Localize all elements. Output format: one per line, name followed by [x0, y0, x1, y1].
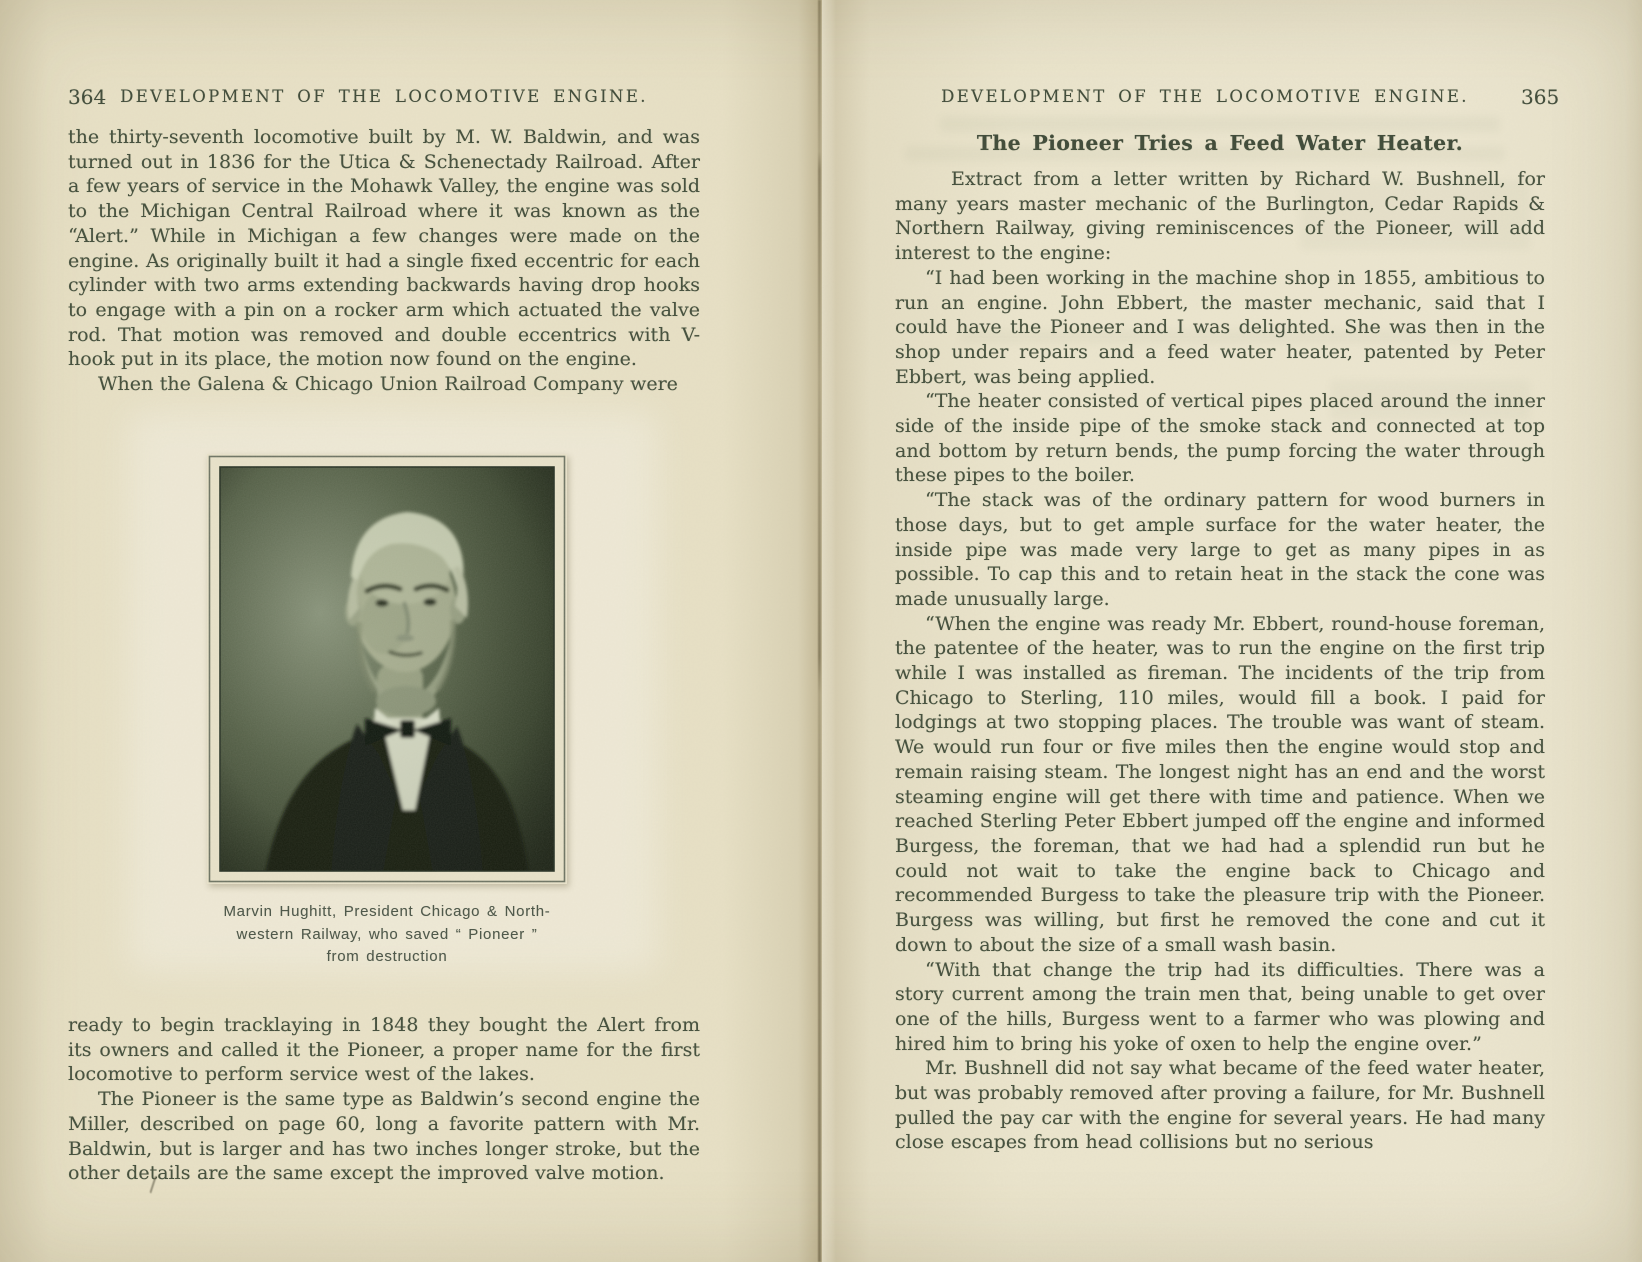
paragraph: Extract from a letter written by Richard W. Bushnell, for many years master mechanic of the Burlington, Cedar Rapids & Northern Railway, giving reminiscences of the Pioneer, will add interest to the engine: [895, 168, 1545, 265]
right-page-number: 365 [1521, 85, 1560, 109]
page-showthrough [940, 116, 1500, 132]
paragraph: “The stack was of the ordinary pattern for wood burners in those days, but to get ample surface for the water heater, the inside pipe was made very large to get as many pipes in as possible. To cap this and to retain heat in the stack the cone was made unusually large. [895, 489, 1545, 610]
paragraph: Mr. Bushnell did not say what became of the feed water heater, but was probably removed after proving a failure, for Mr. Bushnell pulled the pay car with the engine for several years. He had many close escapes from head collisions but no serious [895, 1057, 1545, 1154]
caption-line: western Railway, who saved “ Pioneer ” [236, 925, 538, 943]
paragraph: ready to begin tracklaying in 1848 they bought the Alert from its owners and called it the Pioneer, a proper name for the first locomotive to perform service west of the lakes. [68, 1014, 700, 1086]
caption-line: Marvin Hughitt, President Chicago & North- [223, 903, 551, 920]
binding-crease [818, 0, 821, 1262]
left-body-top [68, 125, 700, 397]
paragraph: “When the engine was ready Mr. Ebbert, round-house foreman, the patentee of the heater, was to run the engine on the first trip while I was installed as fireman. The incidents of the trip from Chicago to Sterling, 110 miles, would fill a book. I paid for lodgings at two stopping places. The trouble was want of steam. We would run four or five miles then the engine would stop and remain raising steam. The longest night has an end and the worst steaming engine will get there with time and patience. When we reached Sterling Peter Ebbert jumped off the engine and informed Burgess, the foreman, that we had had a splendid run but he could not wait to take the engine back to Chicago and recommended Burgess to take the pleasure trip with the Pioneer. Burgess was willing, but first he removed the cone and cut it down to about the size of a small wash basin. [895, 612, 1545, 956]
paragraph: “The heater consisted of vertical pipes placed around the inner side of the inside pipe of the smoke stack and connected at top and bottom by return bends, the pump forcing the water through these pipes to the boiler. [895, 390, 1545, 487]
portrait-figure [207, 454, 567, 884]
paragraph: “With that change the trip had its difficulties. There was a story current among the train men that, being unable to get over one of the hills, Burgess went to a farmer who was plowing and hired him to bring his yoke of oxen to help the engine over.” [895, 958, 1545, 1055]
binding-highlight [822, 0, 836, 1262]
portrait-photo [207, 454, 567, 884]
left-running-header: DEVELOPMENT OF THE LOCOMOTIVE ENGINE. [120, 87, 648, 106]
paragraph: the thirty-seventh locomotive built by M. W. Baldwin, and was turned out in 1836 for the Utica & Schenectady Railroad. After a few years of service in the Mohawk Valley, the engine was sold to the Michigan Central Railroad where it was known as the “Alert.” While in Michigan a few changes were made on the engine. As originally built it had a single fixed eccentric for each cylinder with two arms extending backwards having drop hooks to engage with a pin on a rocker arm which actuated the valve rod. That motion was removed and double eccentrics with V-hook put in its place, the motion now found on the engine. [68, 126, 700, 371]
left-body-bottom [68, 1013, 700, 1186]
section-heading: The Pioneer Tries a Feed Water Heater. [976, 131, 1464, 155]
caption-line: from destruction [326, 948, 448, 965]
right-running-header: DEVELOPMENT OF THE LOCOMOTIVE ENGINE. [941, 87, 1469, 106]
paragraph: The Pioneer is the same type as Baldwin’s second engine the Miller, described on page 60, long a favorite pattern with Mr. Baldwin, but is larger and has two inches longer stroke, but the other details are the same except the improved valve motion. [68, 1088, 700, 1185]
paragraph: When the Galena & Chicago Union Railroad Company were [98, 373, 678, 396]
figure-caption [137, 901, 637, 969]
paragraph: “I had been working in the machine shop in 1855, ambitious to run an engine. John Ebbert, the master mechanic, said that I could have the Pioneer and I was delighted. She was then in the shop under repairs and a feed water heater, patented by Peter Ebbert, was being applied. [895, 266, 1545, 388]
left-page-number: 364 [68, 85, 107, 109]
right-body [895, 167, 1545, 1155]
